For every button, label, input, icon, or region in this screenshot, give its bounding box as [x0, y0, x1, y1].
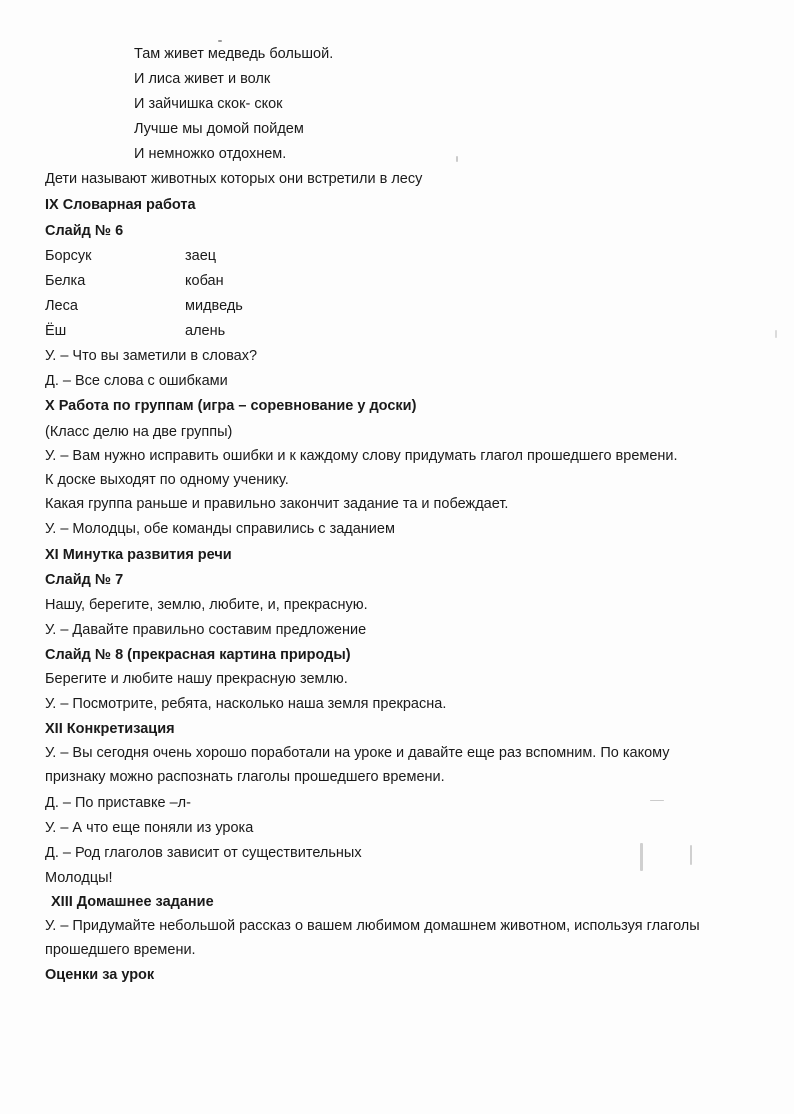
paragraph-line: У. – Вы сегодня очень хорошо поработали на уроке и давайте еще раз вспомним. По какому	[45, 745, 670, 761]
slide-8-label: Слайд № 8 (прекрасная картина природы)	[45, 647, 351, 663]
paragraph-line: Молодцы!	[45, 870, 113, 886]
intro-text: Дети называют животных которых они встретили в лесу	[45, 171, 423, 187]
grades-label: Оценки за урок	[45, 967, 155, 983]
word-right: алень	[185, 323, 226, 339]
paragraph-line: признаку можно распознать глаголы прошедшего времени.	[45, 769, 445, 785]
paragraph-line: У. – А что еще поняли из урока	[45, 820, 254, 836]
poem-line: И немножко отдохнем.	[134, 146, 287, 162]
paragraph-line: Какая группа раньше и правильно закончит задание та и побеждает.	[45, 496, 509, 512]
paragraph-line: У. – Молодцы, обе команды справились с заданием	[45, 521, 395, 537]
poem-line: И лиса живет и волк	[134, 71, 271, 87]
word-left: Леса	[45, 298, 78, 314]
poem-line: Там живет медведь большой.	[134, 46, 334, 62]
slide-7-label: Слайд № 7	[45, 572, 124, 588]
word-right: заец	[185, 248, 217, 264]
children-answer: Д. – Все слова с ошибками	[45, 373, 228, 389]
teacher-question: У. – Что вы заметили в словах?	[45, 348, 258, 364]
word-left: Борсук	[45, 248, 92, 264]
paragraph-line: У. – Вам нужно исправить ошибки и к каждому слову придумать глагол прошедшего времени.	[45, 448, 678, 464]
scan-speck	[775, 330, 777, 338]
section-9-title: IX Словарная работа	[45, 197, 196, 213]
paragraph-line: У. – Давайте правильно составим предложение	[45, 622, 367, 638]
scan-speck	[690, 845, 692, 865]
scan-speck	[456, 156, 458, 162]
word-right: кобан	[185, 273, 224, 289]
word-right: мидведь	[185, 298, 243, 314]
paragraph-line: Д. – Род глаголов зависит от существительных	[45, 845, 362, 861]
section-12-title: XII Конкретизация	[45, 721, 175, 737]
poem-line: Лучше мы домой пойдем	[134, 121, 304, 137]
paragraph-line: Д. – По приставке –л-	[45, 795, 191, 811]
paragraph-line: К доске выходят по одному ученику.	[45, 472, 289, 488]
paragraph-line: У. – Придумайте небольшой рассказ о вашем любимом домашнем животном, используя глаголы	[45, 918, 700, 934]
word-left: Ёш	[45, 323, 67, 339]
poem-line: И зайчишка скок- скок	[134, 96, 283, 112]
section-10-title: X Работа по группам (игра – соревнование у доски)	[45, 398, 417, 414]
paragraph-line: Нашу, берегите, землю, любите, и, прекрасную.	[45, 597, 368, 613]
word-left: Белка	[45, 273, 86, 289]
paragraph-line: Берегите и любите нашу прекрасную землю.	[45, 671, 348, 687]
scan-speck	[640, 843, 643, 871]
paragraph-line: У. – Посмотрите, ребята, насколько наша земля прекрасна.	[45, 696, 447, 712]
scan-speck	[218, 40, 222, 42]
section-13-title: XIII Домашнее задание	[51, 894, 214, 910]
paragraph-line: (Класс делю на две группы)	[45, 424, 233, 440]
section-11-title: XI Минутка развития речи	[45, 547, 232, 563]
scan-speck	[650, 800, 664, 801]
slide-6-label: Слайд № 6	[45, 223, 124, 239]
paragraph-line: прошедшего времени.	[45, 942, 196, 958]
